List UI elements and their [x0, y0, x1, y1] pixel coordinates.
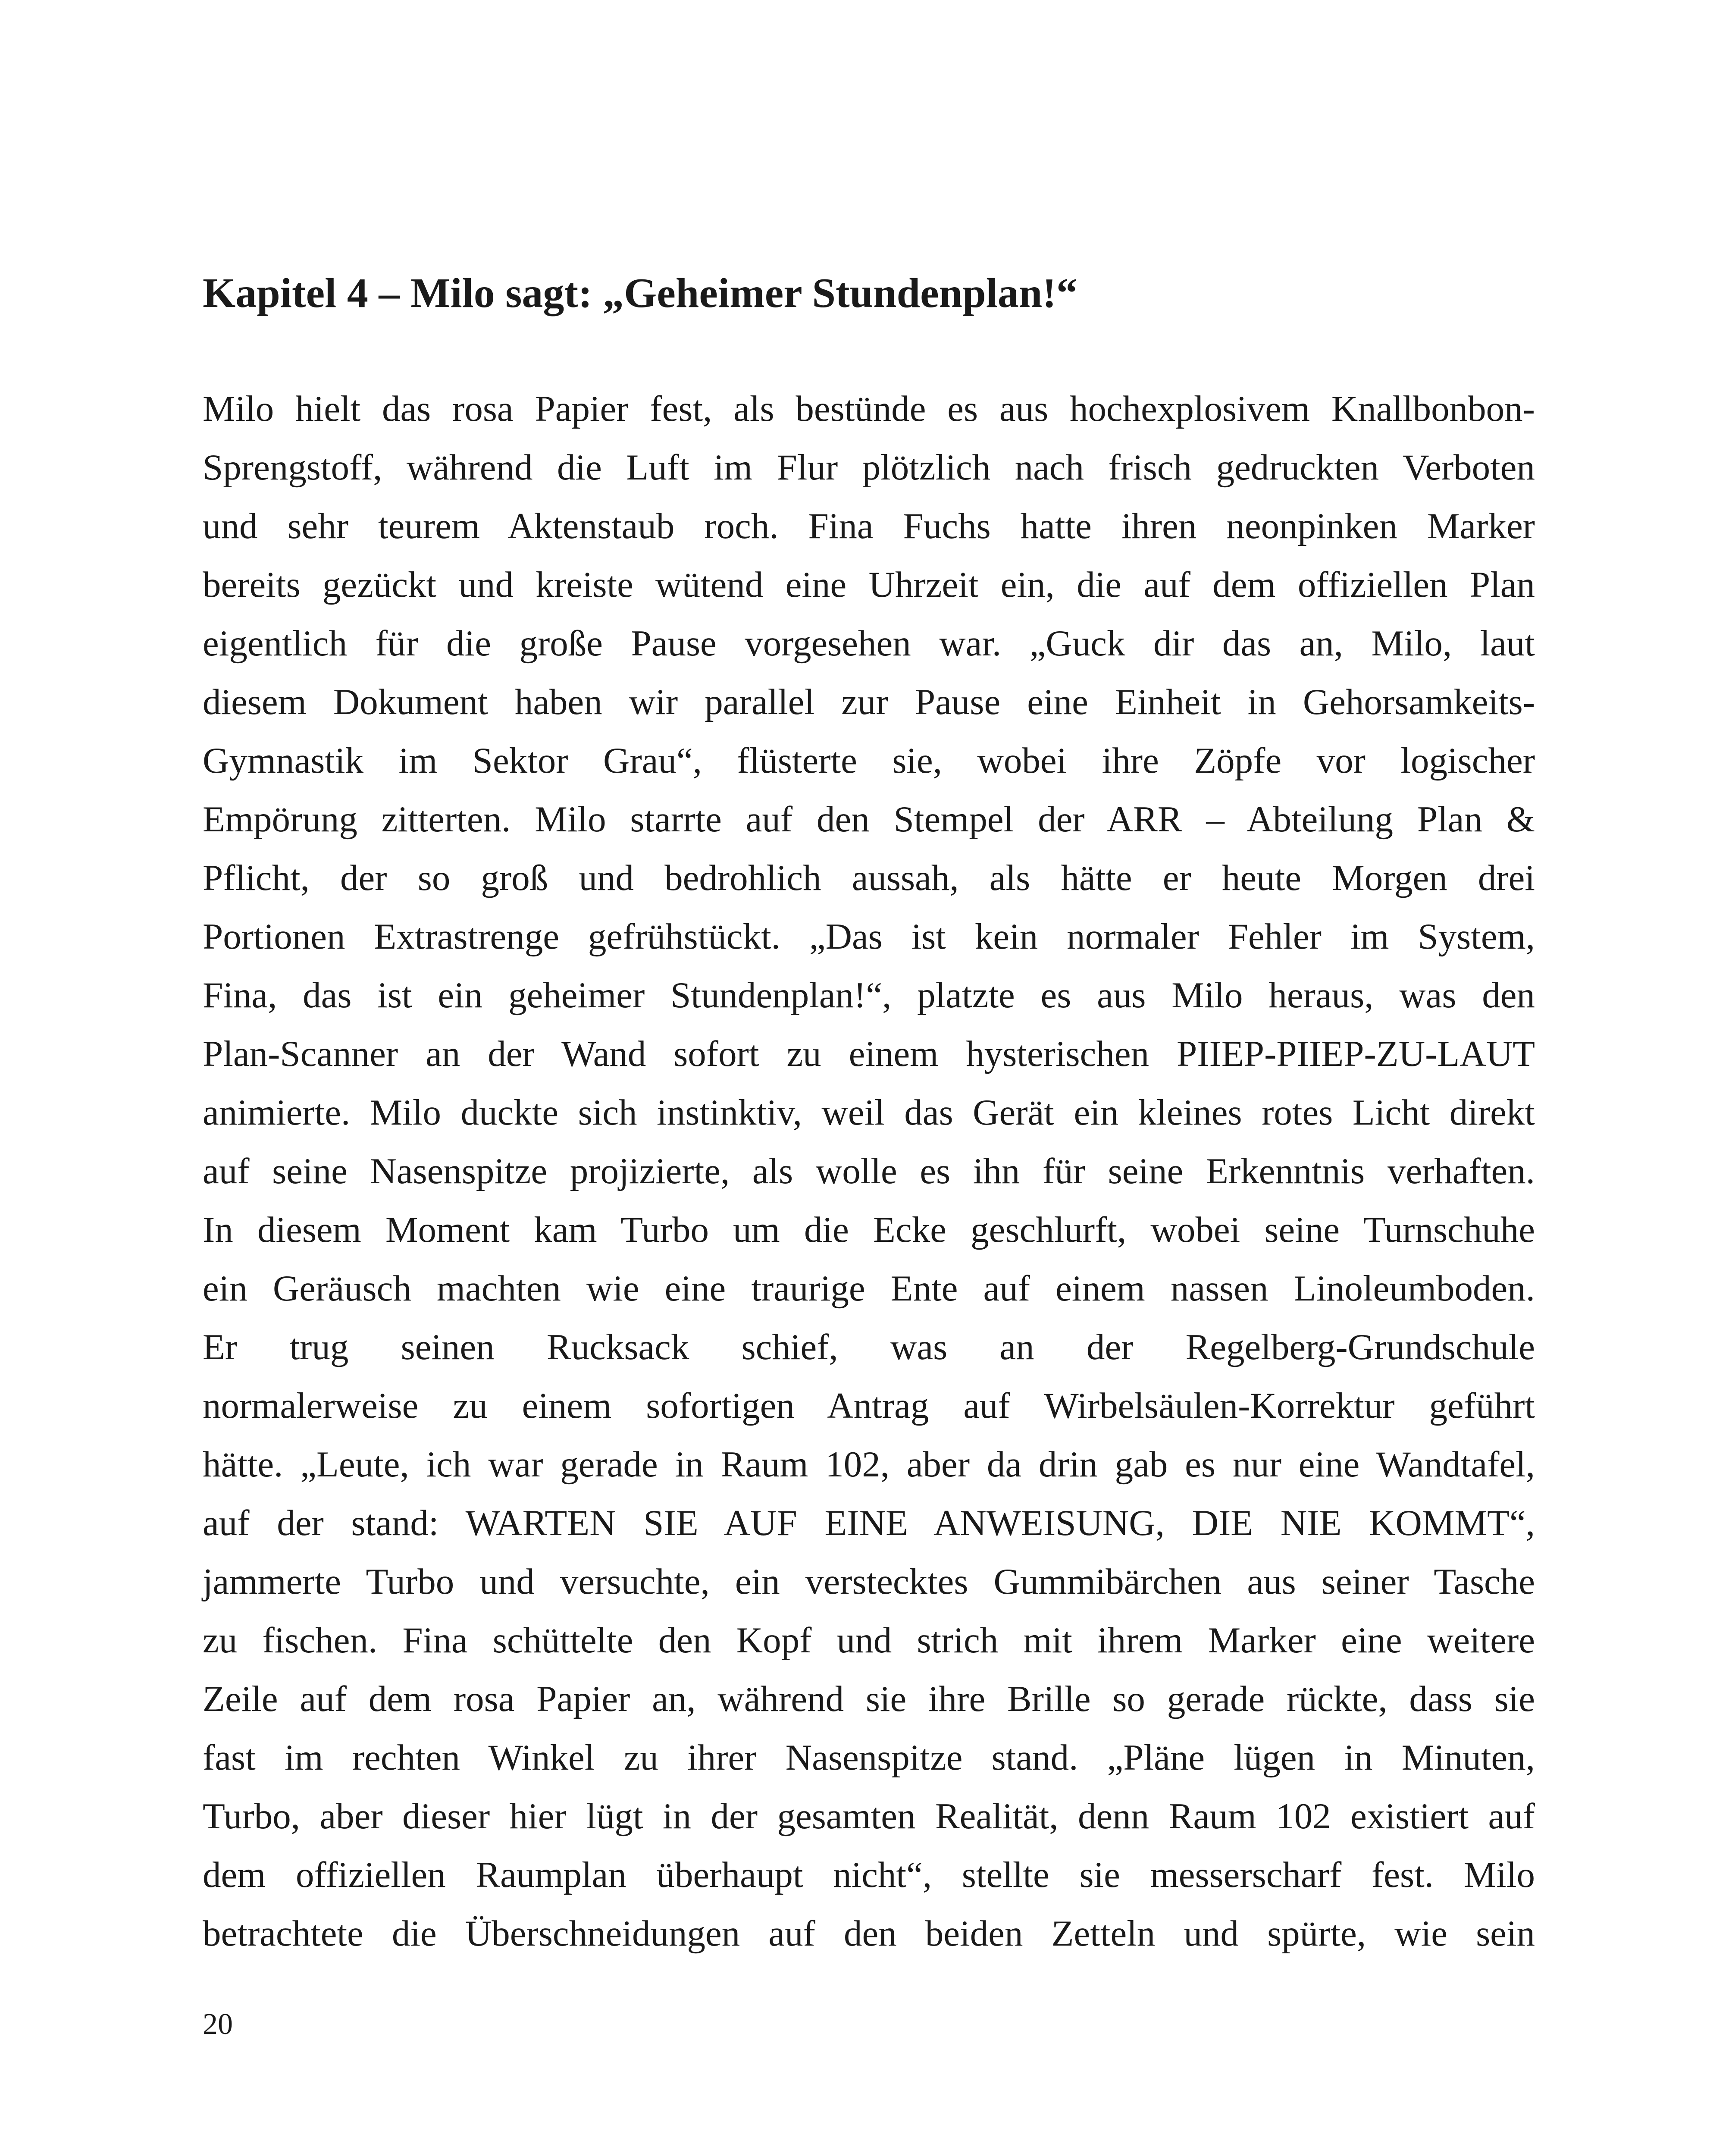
text-line: Turbo, aber dieser hier lügt in der gesamten Realität, denn Raum 102 existiert auf — [203, 1796, 1535, 1836]
text-line: betrachtete die Überschneidungen auf den beiden Zetteln und spürte, wie sein — [203, 1913, 1535, 1954]
text-line: ein Geräusch machten wie eine traurige Ente auf einem nassen Linoleumboden. — [203, 1268, 1535, 1309]
text-line: eigentlich für die große Pause vorgesehen war. „Guck dir das an, Milo, laut — [203, 623, 1535, 664]
text-line: Plan-Scanner an der Wand sofort zu einem hysterischen PIIEP-PIIEP-ZU-LAUT — [203, 1034, 1535, 1074]
text-line: Er trug seinen Rucksack schief, was an der Regelberg-Grundschule — [203, 1327, 1535, 1367]
text-line: und sehr teurem Aktenstaub roch. Fina Fuchs hatte ihren neonpinken Marker — [203, 506, 1535, 546]
page-number: 20 — [203, 2008, 233, 2041]
chapter-title: Kapitel 4 – Milo sagt: „Geheimer Stundenplan!“ — [203, 270, 1078, 317]
text-line: Portionen Extrastrenge gefrühstückt. „Das ist kein normaler Fehler im System, — [203, 916, 1535, 957]
text-line: bereits gezückt und kreiste wütend eine Uhrzeit ein, die auf dem offiziellen Plan — [203, 564, 1535, 605]
text-line: Gymnastik im Sektor Grau“, flüsterte sie, wobei ihre Zöpfe vor logischer — [203, 740, 1535, 781]
text-line: diesem Dokument haben wir parallel zur Pause eine Einheit in Gehorsamkeits- — [203, 682, 1535, 722]
text-line: normalerweise zu einem sofortigen Antrag auf Wirbelsäulen-Korrektur geführt — [203, 1385, 1535, 1426]
body-text — [203, 379, 1535, 1963]
text-line: animierte. Milo duckte sich instinktiv, weil das Gerät ein kleines rotes Licht direkt — [203, 1092, 1535, 1133]
text-line: Milo hielt das rosa Papier fest, als bestünde es aus hochexplosivem Knallbonbon- — [203, 389, 1535, 429]
text-line: jammerte Turbo und versuchte, ein verstecktes Gummibärchen aus seiner Tasche — [203, 1561, 1535, 1602]
text-line: Empörung zitterten. Milo starrte auf den Stempel der ARR – Abteilung Plan & — [203, 799, 1535, 840]
text-line: fast im rechten Winkel zu ihrer Nasenspitze stand. „Pläne lügen in Minuten, — [203, 1737, 1535, 1778]
text-line: In diesem Moment kam Turbo um die Ecke geschlurft, wobei seine Turnschuhe — [203, 1210, 1535, 1250]
text-line: auf der stand: WARTEN SIE AUF EINE ANWEISUNG, DIE NIE KOMMT“, — [203, 1503, 1535, 1543]
text-line: hätte. „Leute, ich war gerade in Raum 102, aber da drin gab es nur eine Wandtafel, — [203, 1444, 1535, 1485]
text-line: Zeile auf dem rosa Papier an, während sie ihre Brille so gerade rückte, dass sie — [203, 1679, 1535, 1719]
text-line: dem offiziellen Raumplan überhaupt nicht“, stellte sie messerscharf fest. Milo — [203, 1855, 1535, 1895]
text-line: zu fischen. Fina schüttelte den Kopf und strich mit ihrem Marker eine weitere — [203, 1620, 1535, 1661]
text-line: Fina, das ist ein geheimer Stundenplan!“, platzte es aus Milo heraus, was den — [203, 975, 1535, 1015]
text-line: auf seine Nasenspitze projizierte, als wolle es ihn für seine Erkenntnis verhaften. — [203, 1151, 1535, 1191]
text-line: Pflicht, der so groß und bedrohlich aussah, als hätte er heute Morgen drei — [203, 858, 1535, 898]
text-line: Sprengstoff, während die Luft im Flur plötzlich nach frisch gedruckten Verboten — [203, 447, 1535, 488]
